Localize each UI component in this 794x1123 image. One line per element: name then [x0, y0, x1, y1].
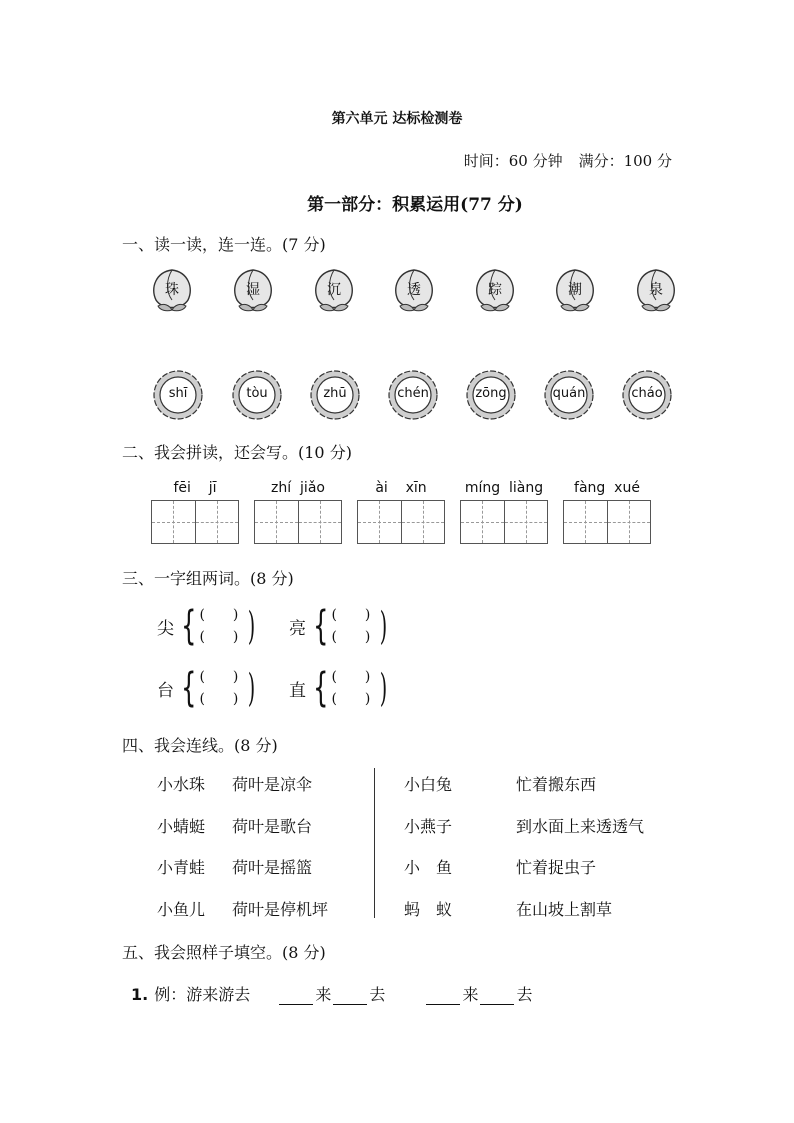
peach-char: 潮 [568, 282, 582, 298]
right-paren-icon: ) [248, 604, 256, 648]
match-target[interactable]: 荷叶是停机坪 [232, 900, 329, 919]
match-item [404, 772, 452, 812]
fill-blank[interactable] [279, 988, 313, 1005]
full-score: 满分：100 分 [578, 152, 672, 170]
word-group [289, 664, 391, 712]
group-char: 直 [289, 680, 306, 701]
peach-char: 沉 [327, 282, 341, 298]
left-brace-icon: { [313, 603, 329, 649]
fill-blank[interactable] [426, 988, 460, 1005]
match-item [232, 814, 312, 854]
left-brace-icon: { [181, 603, 197, 649]
fill-blank[interactable] [480, 988, 514, 1005]
peach-card [310, 266, 358, 312]
match-item [232, 897, 328, 937]
flower-card [465, 369, 517, 421]
question-number: 1. [131, 985, 149, 1004]
section-5-heading: 五、我会照样子填空。(8 分) [122, 943, 326, 962]
peach-char: 湿 [246, 282, 260, 298]
peach-card [148, 266, 196, 312]
match-item [157, 814, 205, 854]
answer-slots[interactable]: ( ) ( ) [331, 669, 371, 707]
match-item [404, 814, 452, 854]
peach-card [390, 266, 438, 312]
pinyin-prompt: zhí jiǎo [271, 480, 325, 496]
pinyin-prompt: fēi jī [173, 480, 217, 496]
match-subject[interactable]: 小水珠 [157, 775, 206, 794]
peach-char: 泉 [649, 282, 663, 298]
flower-card [152, 369, 204, 421]
section-3-heading: 三、一字组两词。(8 分) [122, 569, 294, 588]
tianzige-grid[interactable] [151, 500, 239, 544]
group-char: 台 [157, 680, 174, 701]
fill-word: 来 [462, 985, 479, 1004]
pinyin-label: zōng [475, 386, 507, 401]
match-item [232, 855, 312, 895]
pinyin-prompt: míng liàng [464, 480, 544, 496]
group-char: 尖 [157, 618, 174, 639]
pinyin-label: quán [552, 386, 586, 401]
tianzige-grid[interactable] [254, 500, 342, 544]
match-target[interactable]: 在山坡上割草 [516, 900, 613, 919]
right-paren-icon: ) [380, 604, 388, 648]
match-target[interactable]: 忙着搬东西 [516, 775, 597, 794]
match-item [516, 897, 612, 937]
pinyin-prompt: fàng xué [574, 480, 640, 496]
fill-blank[interactable] [333, 988, 367, 1005]
match-item [232, 772, 312, 812]
match-subject[interactable]: 小鱼儿 [157, 900, 206, 919]
right-paren-icon: ) [248, 666, 256, 710]
peach-card [632, 266, 680, 312]
answer-slots[interactable]: ( ) ( ) [199, 607, 239, 645]
match-item [404, 897, 452, 937]
match-subject[interactable]: 小燕子 [404, 817, 453, 836]
pinyin-write-box [563, 480, 651, 544]
pinyin-label: chén [397, 386, 429, 401]
right-paren-icon: ) [380, 666, 388, 710]
match-subject[interactable]: 小青蛙 [157, 858, 206, 877]
example-text: 例：游来游去 [154, 985, 251, 1004]
pinyin-label: zhū [323, 386, 347, 401]
time-limit: 时间：60 分钟 [463, 152, 563, 170]
page-title: 第六单元 达标检测卷 [331, 111, 463, 127]
pinyin-prompt: ài xīn [375, 480, 427, 496]
column-divider [374, 768, 375, 918]
peach-char: 珠 [165, 282, 179, 298]
match-item [516, 772, 596, 812]
match-target[interactable]: 到水面上来透透气 [516, 817, 645, 836]
match-subject[interactable]: 小白兔 [404, 775, 453, 794]
match-subject[interactable]: 小 鱼 [404, 858, 453, 877]
tianzige-grid[interactable] [357, 500, 445, 544]
pinyin-label: tòu [246, 386, 268, 401]
word-group [289, 602, 391, 650]
match-subject[interactable]: 小蜻蜓 [157, 817, 206, 836]
flower-card [231, 369, 283, 421]
pinyin-write-box [357, 480, 445, 544]
peach-card [551, 266, 599, 312]
flower-card [309, 369, 361, 421]
left-brace-icon: { [181, 665, 197, 711]
pinyin-label: cháo [631, 386, 663, 401]
word-group [157, 602, 259, 650]
exam-meta [448, 150, 672, 171]
fill-word: 来 [315, 985, 332, 1004]
match-item [516, 814, 644, 854]
match-item [516, 855, 596, 895]
match-item [157, 772, 205, 812]
match-item [157, 897, 205, 937]
group-char: 亮 [289, 618, 306, 639]
fill-word: 去 [516, 985, 533, 1004]
part-heading: 第一部分：积累运用(77 分) [307, 195, 523, 215]
pinyin-write-box [460, 480, 548, 544]
match-target[interactable]: 荷叶是摇篮 [232, 858, 313, 877]
pinyin-write-box [151, 480, 239, 544]
tianzige-grid[interactable] [563, 500, 651, 544]
flower-card [543, 369, 595, 421]
section-4-heading: 四、我会连线。(8 分) [122, 736, 278, 755]
fill-word: 去 [369, 985, 386, 1004]
peach-char: 踪 [488, 282, 502, 298]
peach-char: 透 [407, 282, 421, 298]
fill-question-1 [131, 982, 532, 1005]
match-item [404, 855, 452, 895]
section-2-heading: 二、我会拼读，还会写。(10 分) [122, 443, 352, 462]
flower-card [621, 369, 673, 421]
match-target[interactable]: 忙着捉虫子 [516, 858, 597, 877]
match-target[interactable]: 荷叶是凉伞 [232, 775, 313, 794]
tianzige-grid[interactable] [460, 500, 548, 544]
match-target[interactable]: 荷叶是歌台 [232, 817, 313, 836]
left-brace-icon: { [313, 665, 329, 711]
peach-card [471, 266, 519, 312]
match-item [157, 855, 205, 895]
match-subject[interactable]: 蚂 蚁 [404, 900, 453, 919]
peach-card [229, 266, 277, 312]
pinyin-write-box [254, 480, 342, 544]
answer-slots[interactable]: ( ) ( ) [199, 669, 239, 707]
word-group [157, 664, 259, 712]
section-1-heading: 一、读一读，连一连。(7 分) [122, 235, 326, 254]
pinyin-label: shī [168, 386, 188, 401]
answer-slots[interactable]: ( ) ( ) [331, 607, 371, 645]
flower-card [387, 369, 439, 421]
